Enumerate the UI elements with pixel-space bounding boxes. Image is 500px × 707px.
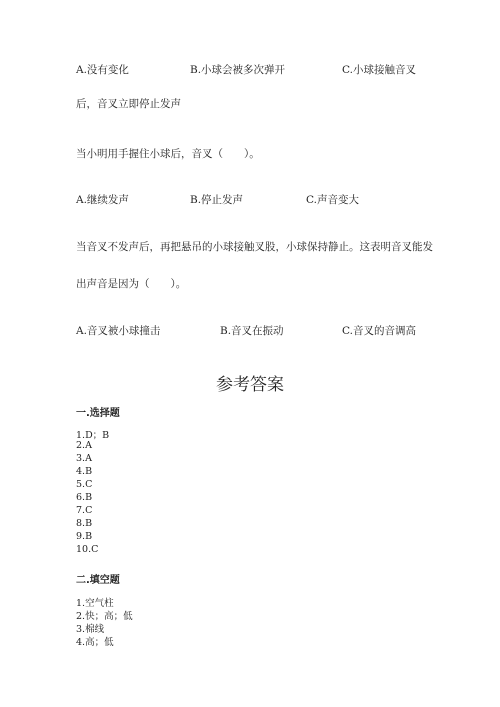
answer-item: 1.D；B	[76, 430, 110, 441]
option-a: A.没有变化	[76, 64, 129, 76]
answer-item: 10.C	[76, 544, 99, 555]
answer-title: 参考答案	[216, 375, 284, 395]
option-a: A.音叉被小球撞击	[76, 325, 161, 337]
option-c: C.小球接触音叉	[342, 64, 416, 76]
option-b: B.停止发声	[190, 194, 244, 206]
answer-item: 8.B	[76, 518, 93, 529]
option-b: B.音叉在振动	[220, 325, 284, 337]
answer-item: 9.B	[76, 531, 93, 542]
answer-item: 3.A	[76, 453, 92, 464]
question-stem: 当小明用手握住小球后，音叉（ ）。	[76, 148, 260, 160]
answer-item: 3.棉线	[76, 624, 105, 635]
option-b: B.小球会被多次弹开	[190, 64, 286, 76]
answer-item: 1.空气柱	[76, 598, 114, 609]
option-c: C.音叉的音调高	[342, 325, 416, 337]
option-c: C.声音变大	[306, 194, 359, 206]
section-heading-choice: 一.选择题	[76, 408, 120, 419]
answer-item: 5.C	[76, 479, 93, 490]
answer-item: 2.A	[76, 440, 92, 451]
answer-item: 6.B	[76, 492, 93, 503]
answer-item: 4.高；低	[76, 637, 114, 648]
question-stem-line2: 出声音是因为（ ）。	[76, 278, 187, 290]
question-stem-line1: 当音叉不发声后，再把悬吊的小球接触叉股，小球保持静止。这表明音叉能发	[76, 241, 433, 253]
option-c-continuation: 后，音叉立即停止发声	[76, 98, 181, 110]
answer-item: 4.B	[76, 466, 93, 477]
answer-item: 7.C	[76, 505, 93, 516]
answer-item: 2.快；高；低	[76, 611, 133, 622]
option-a: A.继续发声	[76, 194, 129, 206]
section-heading-fill: 二.填空题	[76, 575, 120, 586]
